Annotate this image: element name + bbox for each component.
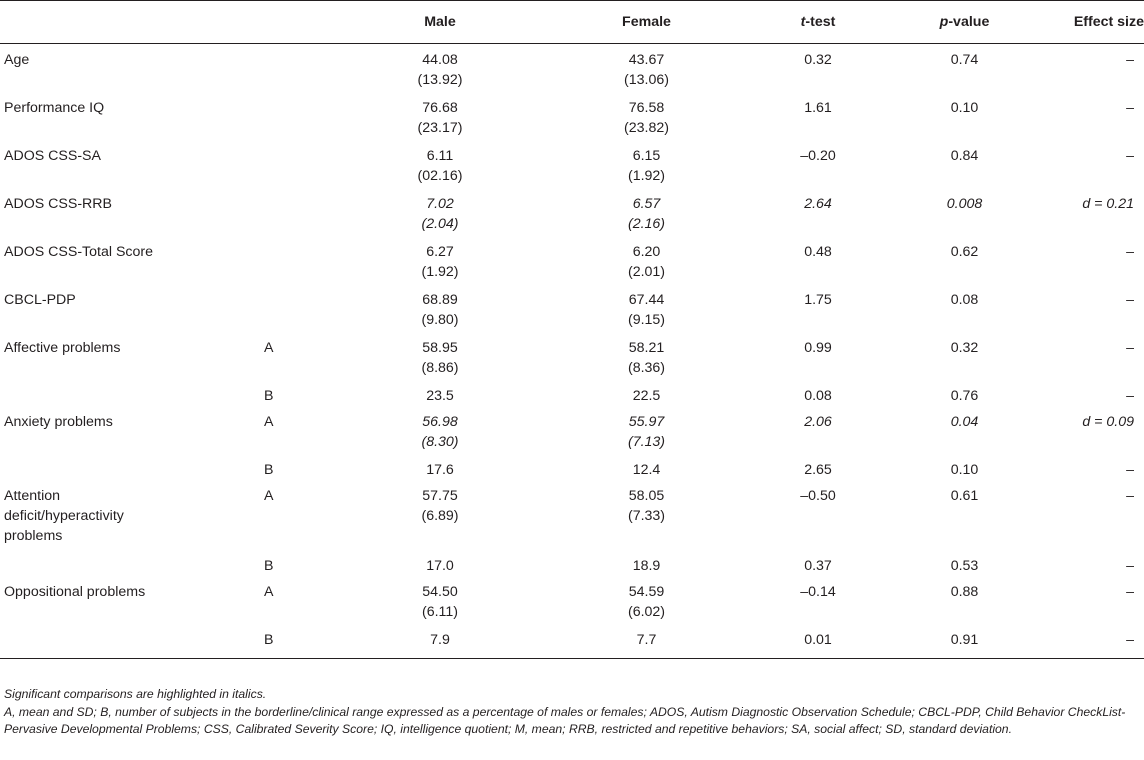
header-subtype bbox=[262, 1, 330, 44]
male-sd: (8.30) bbox=[421, 433, 459, 450]
female-mean: 58.21 bbox=[628, 339, 665, 356]
header-effect-size: Effect size bbox=[1073, 14, 1144, 30]
effect-size-value: – bbox=[1126, 147, 1134, 164]
female-mean: 22.5 bbox=[632, 387, 661, 404]
cell-pvalue bbox=[893, 140, 1036, 188]
female-mean: 12.4 bbox=[632, 461, 661, 478]
cell-male bbox=[330, 236, 550, 284]
row-label bbox=[0, 188, 262, 236]
row-subtype-text: B bbox=[264, 461, 274, 478]
cell-ttest bbox=[743, 92, 893, 140]
pvalue: 0.62 bbox=[950, 243, 979, 260]
female-mean: 67.44 bbox=[628, 291, 665, 308]
male-mean: 68.89 bbox=[422, 291, 458, 308]
footnote-abbreviations: A, mean and SD; B, number of subjects in the borderline/clinical range expressed as a percentage of males or females; ADOS, Autism Diagnostic Observation Schedule; CBCL-PDP, Child Behavior CheckList-Pervasive Developmental Problems; CSS, Calibrated Severity Score; IQ, intelligence quotient; M, mean; RRB, restricted and repetitive behaviors; SA, social affect; SD, standard deviation. bbox=[4, 704, 1126, 736]
cell-male bbox=[330, 332, 550, 380]
female-sd: (9.15) bbox=[627, 311, 666, 328]
male-mean: 7.9 bbox=[430, 631, 450, 648]
cell-effect-size bbox=[1036, 624, 1144, 659]
effect-size-value: – bbox=[1126, 387, 1134, 404]
row-subtype-text: B bbox=[264, 631, 274, 648]
header-female: Female bbox=[622, 14, 671, 30]
table-row bbox=[0, 480, 1144, 550]
cell-effect-size bbox=[1036, 284, 1144, 332]
pvalue: 0.61 bbox=[950, 487, 979, 504]
effect-size-value: – bbox=[1126, 583, 1134, 600]
table-row bbox=[0, 380, 1144, 406]
row-subtype bbox=[262, 284, 330, 332]
cell-female bbox=[550, 380, 743, 406]
female-mean: 18.9 bbox=[632, 557, 661, 574]
cell-ttest bbox=[743, 454, 893, 480]
ttest-value: 2.65 bbox=[804, 461, 832, 478]
row-label-line: problems bbox=[4, 527, 63, 544]
cell-effect-size bbox=[1036, 480, 1144, 550]
cell-male bbox=[330, 380, 550, 406]
cell-pvalue bbox=[893, 92, 1036, 140]
cell-effect-size bbox=[1036, 406, 1144, 454]
row-label bbox=[0, 236, 262, 284]
cell-male bbox=[330, 480, 550, 550]
female-sd: (23.82) bbox=[624, 119, 669, 136]
female-sd: (1.92) bbox=[627, 167, 666, 184]
cell-ttest bbox=[743, 236, 893, 284]
table-row bbox=[0, 44, 1144, 92]
ttest-value: –0.50 bbox=[800, 487, 836, 504]
cell-effect-size bbox=[1036, 380, 1144, 406]
cell-effect-size bbox=[1036, 92, 1144, 140]
table-row bbox=[0, 284, 1144, 332]
pvalue: 0.91 bbox=[950, 631, 979, 648]
effect-size-value: – bbox=[1126, 487, 1134, 504]
row-subtype bbox=[262, 92, 330, 140]
male-mean: 6.27 bbox=[426, 243, 454, 260]
pvalue: 0.10 bbox=[950, 99, 979, 116]
ttest-value: 0.48 bbox=[804, 243, 832, 260]
row-subtype bbox=[262, 454, 330, 480]
male-mean: 17.0 bbox=[426, 557, 454, 574]
cell-male bbox=[330, 284, 550, 332]
row-label bbox=[0, 454, 262, 480]
row-label bbox=[0, 380, 262, 406]
cell-effect-size bbox=[1036, 188, 1144, 236]
cell-male bbox=[330, 188, 550, 236]
row-label-text: Performance IQ bbox=[4, 99, 105, 116]
footnote-significance: Significant comparisons are highlighted in italics. bbox=[4, 687, 267, 701]
cell-female bbox=[550, 284, 743, 332]
male-sd: (13.92) bbox=[417, 72, 463, 88]
male-mean: 17.6 bbox=[426, 461, 454, 478]
row-label bbox=[0, 140, 262, 188]
ttest-value: 1.61 bbox=[804, 99, 832, 116]
cell-female bbox=[550, 236, 743, 284]
row-subtype-text: A bbox=[264, 339, 274, 356]
cell-female bbox=[550, 454, 743, 480]
cell-female bbox=[550, 188, 743, 236]
ttest-value: –0.14 bbox=[800, 583, 836, 600]
effect-size-value: – bbox=[1126, 339, 1134, 356]
cell-male bbox=[330, 406, 550, 454]
row-subtype bbox=[262, 406, 330, 454]
row-label bbox=[0, 284, 262, 332]
cell-female bbox=[550, 624, 743, 659]
female-sd: (2.16) bbox=[627, 215, 666, 232]
ttest-value: 0.37 bbox=[804, 557, 832, 574]
pvalue: 0.53 bbox=[950, 557, 979, 574]
male-mean: 6.11 bbox=[426, 147, 454, 164]
cell-ttest bbox=[743, 406, 893, 454]
pvalue: 0.88 bbox=[950, 583, 979, 600]
header-pvalue bbox=[893, 1, 1036, 44]
cell-female bbox=[550, 140, 743, 188]
cell-pvalue bbox=[893, 624, 1036, 659]
table-row bbox=[0, 236, 1144, 284]
pvalue: 0.08 bbox=[950, 291, 979, 308]
cell-ttest bbox=[743, 140, 893, 188]
male-sd: (9.80) bbox=[421, 311, 459, 328]
table-row bbox=[0, 188, 1144, 236]
cell-ttest bbox=[743, 624, 893, 659]
ttest-value: 2.64 bbox=[804, 195, 832, 212]
row-label bbox=[0, 92, 262, 140]
male-sd: (6.11) bbox=[421, 603, 458, 620]
male-mean: 57.75 bbox=[422, 487, 458, 504]
cell-effect-size bbox=[1036, 576, 1144, 624]
cell-pvalue bbox=[893, 480, 1036, 550]
table-row bbox=[0, 332, 1144, 380]
ttest-value: 0.99 bbox=[804, 339, 832, 356]
cell-ttest bbox=[743, 576, 893, 624]
ttest-value: 1.75 bbox=[804, 291, 832, 308]
cell-male bbox=[330, 140, 550, 188]
row-label-text: ADOS CSS-SA bbox=[4, 147, 101, 164]
cell-ttest bbox=[743, 332, 893, 380]
cell-effect-size bbox=[1036, 332, 1144, 380]
cell-effect-size bbox=[1036, 236, 1144, 284]
male-sd: (02.16) bbox=[417, 167, 463, 184]
row-subtype-text: B bbox=[264, 557, 274, 574]
pvalue: 0.74 bbox=[950, 52, 979, 68]
row-subtype bbox=[262, 480, 330, 550]
table-row bbox=[0, 454, 1144, 480]
ttest-value: 0.08 bbox=[804, 387, 832, 404]
table-header-row bbox=[0, 1, 1144, 44]
cell-female bbox=[550, 576, 743, 624]
row-subtype-text: B bbox=[264, 387, 274, 404]
female-mean: 6.20 bbox=[632, 243, 661, 260]
row-label-text: Anxiety problems bbox=[4, 413, 113, 430]
cell-male bbox=[330, 624, 550, 659]
cell-pvalue bbox=[893, 188, 1036, 236]
effect-size-value: – bbox=[1126, 243, 1134, 260]
row-subtype bbox=[262, 188, 330, 236]
row-label-text: Affective problems bbox=[4, 339, 121, 356]
cell-female bbox=[550, 44, 743, 92]
row-label-line: Attention bbox=[4, 487, 61, 504]
table-row bbox=[0, 624, 1144, 659]
row-subtype-text: A bbox=[264, 487, 274, 504]
cell-male bbox=[330, 44, 550, 92]
table-row bbox=[0, 92, 1144, 140]
female-mean: 6.57 bbox=[632, 195, 661, 212]
effect-size-value: – bbox=[1126, 461, 1134, 478]
row-label bbox=[0, 624, 262, 659]
female-mean: 6.15 bbox=[632, 147, 661, 164]
female-mean: 76.58 bbox=[628, 99, 665, 116]
cell-effect-size bbox=[1036, 44, 1144, 92]
row-label bbox=[0, 44, 262, 92]
row-subtype-text: A bbox=[264, 583, 274, 600]
pvalue: 0.84 bbox=[950, 147, 979, 164]
female-mean: 7.7 bbox=[636, 631, 657, 648]
female-sd: (7.33) bbox=[627, 507, 666, 524]
effect-size-value: – bbox=[1126, 631, 1134, 648]
male-mean: 54.50 bbox=[422, 583, 458, 600]
cell-pvalue bbox=[893, 454, 1036, 480]
cell-male bbox=[330, 454, 550, 480]
male-sd: (6.89) bbox=[421, 507, 459, 524]
cell-pvalue bbox=[893, 380, 1036, 406]
row-label bbox=[0, 550, 262, 576]
male-mean: 58.95 bbox=[422, 339, 458, 356]
female-sd: (8.36) bbox=[627, 359, 666, 376]
effect-size-value: d = 0.09 bbox=[1082, 413, 1134, 430]
male-mean: 44.08 bbox=[422, 52, 458, 68]
row-subtype bbox=[262, 332, 330, 380]
ttest-value: 2.06 bbox=[804, 413, 832, 430]
female-sd: (13.06) bbox=[624, 72, 669, 88]
row-label bbox=[0, 406, 262, 454]
row-subtype bbox=[262, 550, 330, 576]
row-label-text: CBCL-PDP bbox=[4, 291, 76, 308]
row-label bbox=[0, 332, 262, 380]
effect-size-value: – bbox=[1126, 291, 1134, 308]
pvalue: 0.76 bbox=[950, 387, 979, 404]
cell-effect-size bbox=[1036, 140, 1144, 188]
cell-pvalue bbox=[893, 406, 1036, 454]
cell-pvalue bbox=[893, 576, 1036, 624]
row-label bbox=[0, 576, 262, 624]
header-pvalue-italic: p bbox=[939, 14, 949, 30]
cell-female bbox=[550, 332, 743, 380]
male-mean: 7.02 bbox=[426, 195, 454, 212]
row-subtype bbox=[262, 236, 330, 284]
male-sd: (8.86) bbox=[421, 359, 459, 376]
cell-ttest bbox=[743, 550, 893, 576]
cell-pvalue bbox=[893, 284, 1036, 332]
ttest-value: –0.20 bbox=[800, 147, 836, 164]
cell-male bbox=[330, 550, 550, 576]
cell-male bbox=[330, 92, 550, 140]
female-mean: 43.67 bbox=[628, 52, 665, 68]
cell-ttest bbox=[743, 44, 893, 92]
female-mean: 55.97 bbox=[628, 413, 665, 430]
row-label-line: deficit/hyperactivity bbox=[4, 507, 124, 524]
row-label-text: Age bbox=[4, 52, 30, 68]
table-body bbox=[0, 44, 1144, 659]
row-label-text: ADOS CSS-Total Score bbox=[4, 243, 154, 260]
cell-female bbox=[550, 480, 743, 550]
table-footnote bbox=[4, 686, 1142, 739]
cell-ttest bbox=[743, 188, 893, 236]
row-subtype bbox=[262, 624, 330, 659]
table-row bbox=[0, 576, 1144, 624]
ttest-value: 0.01 bbox=[804, 631, 832, 648]
male-mean: 76.68 bbox=[422, 99, 458, 116]
cell-female bbox=[550, 92, 743, 140]
pvalue: 0.32 bbox=[950, 339, 979, 356]
effect-size-value: – bbox=[1126, 99, 1134, 116]
cell-ttest bbox=[743, 284, 893, 332]
cell-effect-size bbox=[1036, 454, 1144, 480]
male-mean: 56.98 bbox=[422, 413, 458, 430]
male-sd: (1.92) bbox=[421, 263, 459, 280]
header-variable bbox=[0, 1, 262, 44]
female-sd: (7.13) bbox=[627, 433, 666, 450]
row-subtype bbox=[262, 44, 330, 92]
row-subtype bbox=[262, 380, 330, 406]
header-ttest-italic: t bbox=[800, 14, 806, 30]
effect-size-value: – bbox=[1126, 557, 1134, 574]
header-ttest-rest: -test bbox=[805, 14, 836, 30]
female-mean: 58.05 bbox=[628, 487, 665, 504]
row-label-text: Oppositional problems bbox=[4, 583, 146, 600]
ttest-value: 0.32 bbox=[804, 52, 832, 68]
pvalue: 0.04 bbox=[950, 413, 979, 430]
male-sd: (23.17) bbox=[417, 119, 463, 136]
row-label-text: ADOS CSS-RRB bbox=[4, 195, 112, 212]
pvalue: 0.10 bbox=[950, 461, 979, 478]
cell-pvalue bbox=[893, 332, 1036, 380]
pvalue: 0.008 bbox=[946, 195, 983, 212]
female-mean: 54.59 bbox=[628, 583, 665, 600]
row-subtype bbox=[262, 576, 330, 624]
table-row bbox=[0, 406, 1144, 454]
cell-ttest bbox=[743, 380, 893, 406]
header-ttest bbox=[743, 1, 893, 44]
cell-pvalue bbox=[893, 236, 1036, 284]
cell-effect-size bbox=[1036, 550, 1144, 576]
effect-size-value: d = 0.21 bbox=[1082, 195, 1134, 212]
row-subtype bbox=[262, 140, 330, 188]
cell-ttest bbox=[743, 480, 893, 550]
effect-size-value: – bbox=[1126, 52, 1134, 68]
male-mean: 23.5 bbox=[426, 387, 454, 404]
row-subtype-text: A bbox=[264, 413, 274, 430]
cell-pvalue bbox=[893, 550, 1036, 576]
cell-male bbox=[330, 576, 550, 624]
female-sd: (2.01) bbox=[627, 263, 666, 280]
table-row bbox=[0, 550, 1144, 576]
cell-female bbox=[550, 406, 743, 454]
cell-female bbox=[550, 550, 743, 576]
table-row bbox=[0, 140, 1144, 188]
male-sd: (2.04) bbox=[421, 215, 459, 232]
female-sd: (6.02) bbox=[627, 603, 666, 620]
row-label bbox=[0, 480, 262, 550]
header-pvalue-rest: -value bbox=[948, 14, 990, 30]
cell-pvalue bbox=[893, 44, 1036, 92]
header-male: Male bbox=[424, 14, 456, 30]
